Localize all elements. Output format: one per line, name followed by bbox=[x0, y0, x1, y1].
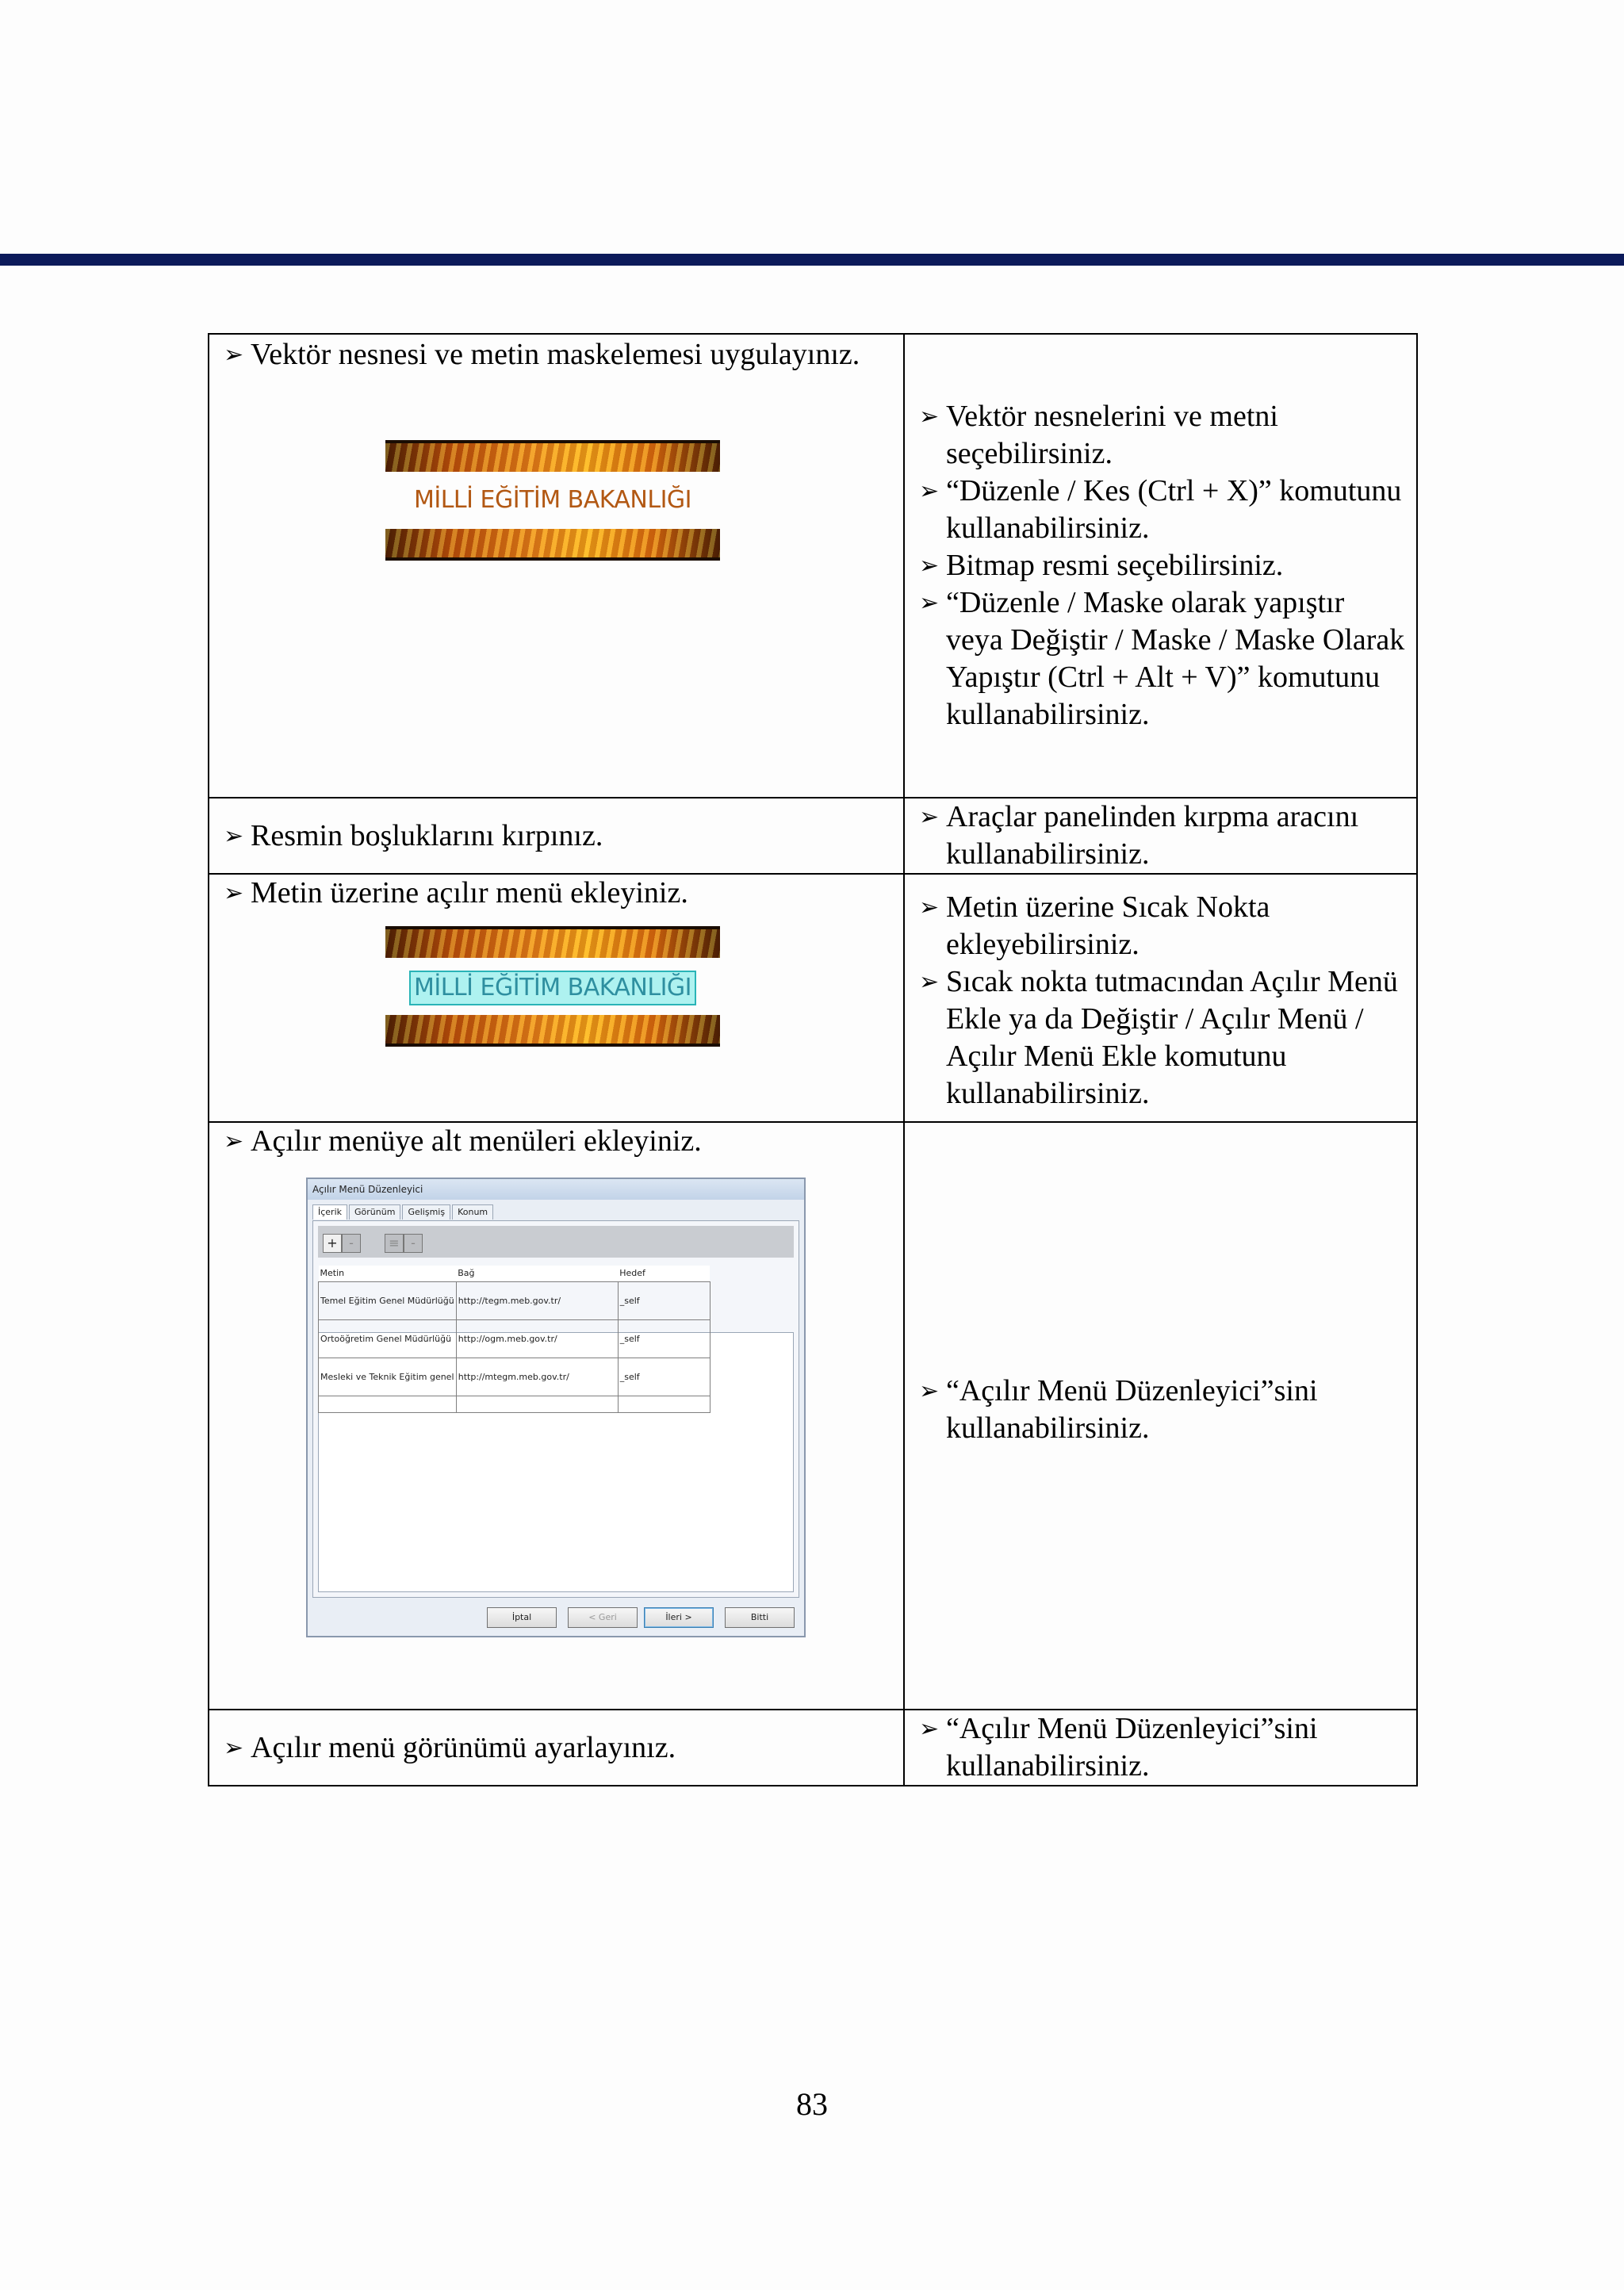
steps-table bbox=[208, 333, 1418, 1786]
arrow-bullet-icon: ➢ bbox=[224, 821, 244, 850]
table-row[interactable]: Mesleki ve Teknik Eğitim genel http://mtegm.meb.gov.tr/ _self bbox=[319, 1358, 710, 1396]
arrow-bullet-icon: ➢ bbox=[919, 968, 940, 996]
step-cell bbox=[209, 798, 904, 874]
list-item: ➢ Vektör nesnelerini ve metni seçebilirsiniz. bbox=[905, 398, 1416, 473]
table-row[interactable] bbox=[319, 1396, 710, 1413]
column-header: Metin bbox=[319, 1266, 457, 1282]
step-cell bbox=[209, 1710, 904, 1786]
cancel-button[interactable]: İptal bbox=[487, 1607, 557, 1628]
list-item: ➢ “Düzenle / Kes (Ctrl + X)” komutunu kullanabilirsiniz. bbox=[905, 473, 1416, 547]
arrow-bullet-icon: ➢ bbox=[224, 879, 244, 907]
popup-menu-editor-dialog bbox=[306, 1178, 806, 1637]
next-button[interactable]: İleri > bbox=[644, 1607, 714, 1628]
table-row[interactable]: Temel Eğitim Genel Müdürlüğü http://tegm.meb.gov.tr/ _self bbox=[319, 1282, 710, 1320]
table-header-row bbox=[319, 1266, 710, 1282]
list-item: ➢ “Açılır Menü Düzenleyici”sini kullanabilirsiniz. bbox=[905, 1373, 1416, 1447]
outdent-item-button[interactable]: - bbox=[404, 1234, 423, 1253]
arrow-bullet-icon: ➢ bbox=[919, 803, 940, 831]
list-item: ➢ Metin üzerine açılır menü ekleyiniz. bbox=[209, 875, 903, 912]
banner-image-with-hotspot bbox=[385, 926, 720, 1047]
hint-cell bbox=[904, 334, 1417, 798]
top-rule bbox=[0, 254, 1624, 266]
tab-content[interactable]: İçerik bbox=[312, 1204, 347, 1220]
dialog-footer bbox=[308, 1598, 804, 1636]
dialog-panel bbox=[312, 1220, 799, 1598]
table-row bbox=[209, 334, 1417, 798]
hint-cell bbox=[904, 874, 1417, 1122]
list-item: ➢ “Açılır Menü Düzenleyici”sini kullanabilirsiniz. bbox=[905, 1710, 1416, 1785]
add-item-button[interactable]: + bbox=[323, 1234, 342, 1253]
list-item: ➢ Sıcak nokta tutmacından Açılır Menü Ekle ya da Değiştir / Açılır Menü / Açılır Menü Ekle komutunu kullanabilirsiniz. bbox=[905, 963, 1416, 1112]
list-item: ➢ Açılır menü görünümü ayarlayınız. bbox=[209, 1729, 903, 1767]
finish-button[interactable]: Bitti bbox=[725, 1607, 795, 1628]
arrow-bullet-icon: ➢ bbox=[919, 1715, 940, 1743]
arrow-bullet-icon: ➢ bbox=[919, 552, 940, 580]
step-cell bbox=[209, 334, 904, 798]
list-item: ➢ Araçlar panelinden kırpma aracını kullanabilirsiniz. bbox=[905, 798, 1416, 873]
remove-item-button[interactable]: - bbox=[342, 1234, 361, 1253]
arrow-bullet-icon: ➢ bbox=[224, 341, 244, 369]
table-row bbox=[209, 798, 1417, 874]
dialog-tabs bbox=[312, 1204, 495, 1220]
arrow-bullet-icon: ➢ bbox=[224, 1128, 244, 1155]
arrow-bullet-icon: ➢ bbox=[919, 589, 940, 617]
list-item: ➢ Bitmap resmi seçebilirsiniz. bbox=[905, 547, 1416, 584]
table-row bbox=[209, 874, 1417, 1122]
tab-position[interactable]: Konum bbox=[452, 1204, 493, 1220]
arrow-bullet-icon: ➢ bbox=[919, 477, 940, 505]
dialog-title: Açılır Menü Düzenleyici bbox=[308, 1179, 804, 1200]
banner-text: MİLLİ EĞİTİM BAKANLIĞI bbox=[413, 486, 692, 514]
tab-appearance[interactable]: Görünüm bbox=[349, 1204, 400, 1220]
page-number: 83 bbox=[796, 2086, 828, 2122]
step-cell bbox=[209, 874, 904, 1122]
hint-cell bbox=[904, 1710, 1417, 1786]
step-cell bbox=[209, 1122, 904, 1710]
table-row bbox=[209, 1122, 1417, 1710]
arrow-bullet-icon: ➢ bbox=[919, 403, 940, 431]
menu-items-table bbox=[318, 1266, 710, 1413]
list-item: ➢ “Düzenle / Maske olarak yapıştır veya Değiştir / Maske / Maske Olarak Yapıştır (Ctrl + Alt + V)” komutunu kullanabilirsiniz. bbox=[905, 584, 1416, 733]
indent-item-button[interactable]: ≡ bbox=[385, 1234, 404, 1253]
table-row[interactable]: Ortoöğretim Genel Müdürlüğü http://ogm.meb.gov.tr/ _self bbox=[319, 1320, 710, 1358]
dialog-toolbar bbox=[318, 1226, 794, 1258]
arrow-bullet-icon: ➢ bbox=[224, 1733, 244, 1762]
back-button[interactable]: < Geri bbox=[568, 1607, 638, 1628]
list-item: ➢ Metin üzerine Sıcak Nokta ekleyebilirsiniz. bbox=[905, 889, 1416, 963]
column-header: Hedef bbox=[618, 1266, 710, 1282]
list-item: ➢ Vektör nesnesi ve metin maskelemesi uygulayınız. bbox=[209, 336, 903, 373]
hotspot-text: MİLLİ EĞİTİM BAKANLIĞI bbox=[409, 971, 696, 1005]
hint-cell bbox=[904, 798, 1417, 874]
hint-cell bbox=[904, 1122, 1417, 1710]
table-row bbox=[209, 1710, 1417, 1786]
tab-advanced[interactable]: Gelişmiş bbox=[402, 1204, 450, 1220]
column-header: Bağ bbox=[456, 1266, 618, 1282]
list-item: ➢ Açılır menüye alt menüleri ekleyiniz. bbox=[209, 1123, 903, 1160]
arrow-bullet-icon: ➢ bbox=[919, 1377, 940, 1405]
arrow-bullet-icon: ➢ bbox=[919, 894, 940, 921]
list-item: ➢ Resmin boşluklarını kırpınız. bbox=[209, 818, 903, 855]
banner-image bbox=[385, 440, 720, 561]
